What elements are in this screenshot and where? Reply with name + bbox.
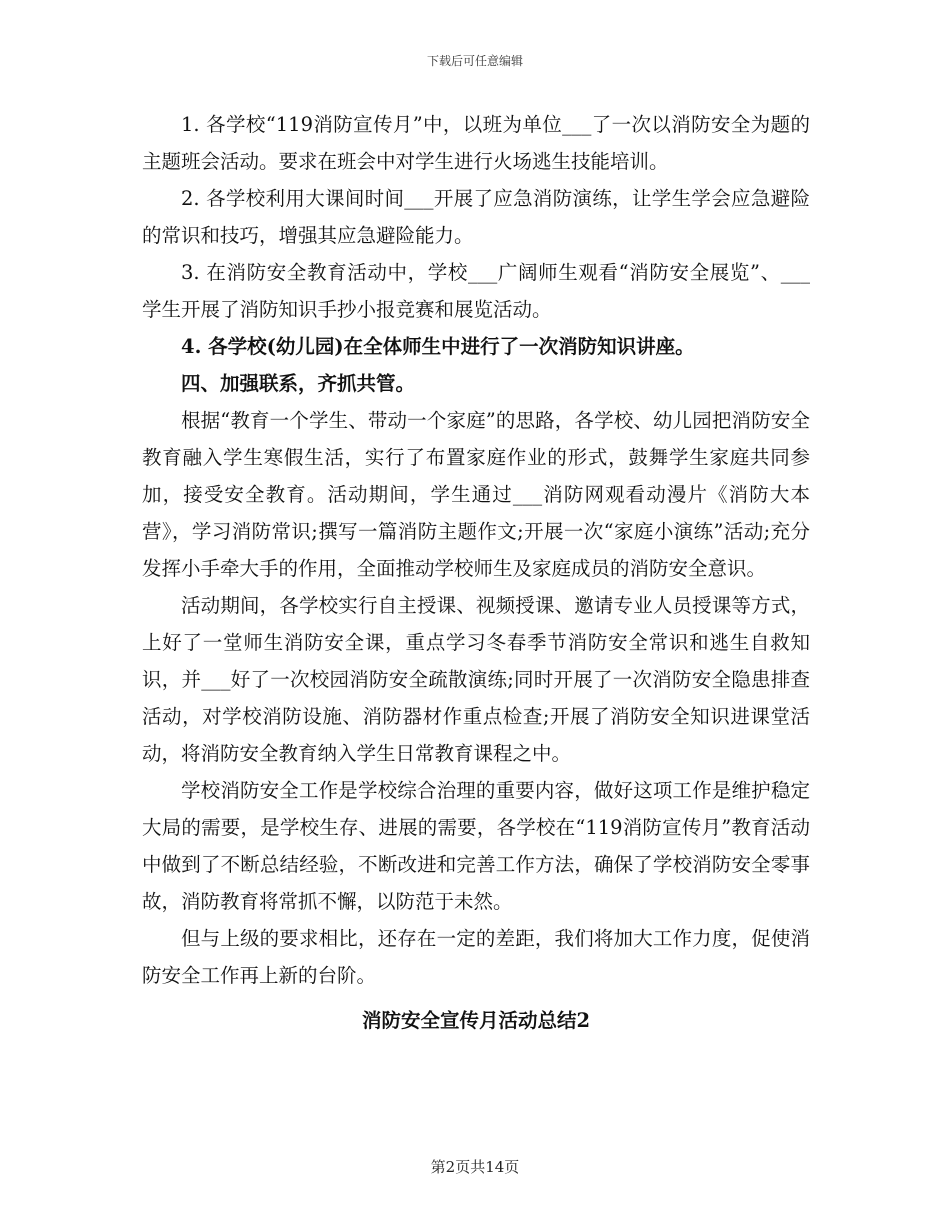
paragraph-item-1: 1. 各学校“119消防宣传月”中，以班为单位___了一次以消防安全为题的主题班会活动。要求在班会中对学生进行火场逃生技能培训。 — [142, 113, 810, 173]
paragraph-activity-period: 活动期间，各学校实行自主授课、视频授课、邀请专业人员授课等方式，上好了一堂师生消防安全课，重点学习冬春季节消防安全常识和逃生自救知识，并___好了一次校园消防安全疏散演练;同时开展了一次消防安全隐患排查活动，对学校消防设施、消防器材作重点检查;开展了消防安全知识进课堂活动，将消防安全教育纳入学生日常教育课程之中。 — [142, 594, 810, 765]
paragraph-item-2: 2. 各学校利用大课间时间___开展了应急消防演练，让学生学会应急避险的常识和技巧，增强其应急避险能力。 — [142, 187, 810, 247]
paragraph-family-education: 根据“教育一个学生、带动一个家庭”的思路，各学校、幼儿园把消防安全教育融入学生寒假生活，实行了布置家庭作业的形式，鼓舞学生家庭共同参加，接受安全教育。活动期间，学生通过___消防网观看动漫片《消防大本营》，学习消防常识;撰写一篇消防主题作文;开展一次“家庭小演练”活动;充分发挥小手牵大手的作用，全面推动学校师生及家庭成员的消防安全意识。 — [142, 409, 810, 580]
paragraph-summary: 学校消防安全工作是学校综合治理的重要内容，做好这项工作是维护稳定大局的需要，是学校生存、进展的需要，各学校在“119消防宣传月”教育活动中做到了不断总结经验，不断改进和完善工作方法，确保了学校消防安全零事故，消防教育将常抓不懈，以防范于未然。 — [142, 779, 810, 913]
next-section-title: 消防安全宣传月活动总结2 — [361, 1009, 591, 1032]
page-number: 第2页共14页 — [430, 1158, 520, 1176]
header-note: 下载后可任意编辑 — [426, 54, 523, 68]
paragraph-item-4: 4. 各学校(幼儿园)在全体师生中进行了一次消防知识讲座。 — [181, 335, 695, 358]
paragraph-conclusion: 但与上级的要求相比，还存在一定的差距，我们将加大工作力度，促使消防安全工作再上新的台阶。 — [142, 927, 810, 987]
section-heading: 四、加强联系，齐抓共管。 — [181, 372, 416, 395]
document-body — [142, 106, 810, 1039]
paragraph-item-3: 3. 在消防安全教育活动中，学校___广阔师生观看“消防安全展览”、___学生开展了消防知识手抄小报竞赛和展览活动。 — [142, 261, 810, 321]
